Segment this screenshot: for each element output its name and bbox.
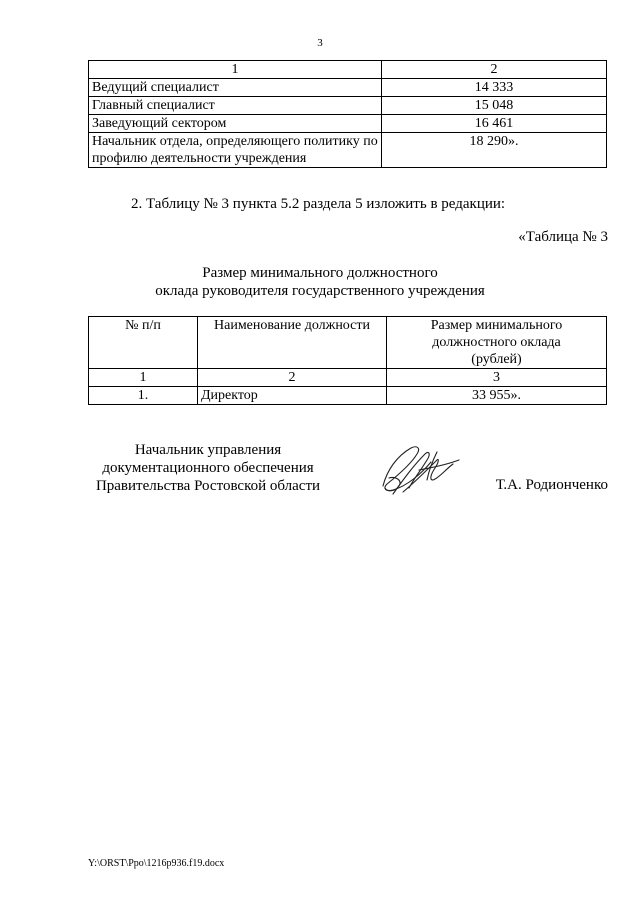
numbering-cell: 3	[387, 369, 607, 387]
director-salary-table	[88, 316, 607, 405]
table-title-line: Размер минимального должностного	[202, 265, 438, 281]
row-number-cell: 1.	[89, 387, 198, 405]
position-cell: Ведущий специалист	[89, 79, 382, 97]
table-row	[89, 79, 607, 97]
value-cell: 18 290».	[382, 133, 607, 168]
position-cell: Заведующий сектором	[89, 115, 382, 133]
table-label: «Таблица № 3	[518, 229, 608, 245]
table-header-cell: 1	[89, 61, 382, 79]
numbering-cell: 2	[198, 369, 387, 387]
table-row	[89, 97, 607, 115]
position-cell: Директор	[198, 387, 387, 405]
value-cell: 16 461	[382, 115, 607, 133]
signatory-title-line: Правительства Ростовской области	[95, 478, 321, 494]
value-cell: 15 048	[382, 97, 607, 115]
table-row	[89, 115, 607, 133]
table-title	[0, 264, 640, 300]
signatory-title	[88, 441, 328, 495]
value-cell: 33 955».	[387, 387, 607, 405]
position-cell: Главный специалист	[89, 97, 382, 115]
signer-name: Т.А. Родионченко	[495, 477, 608, 493]
value-cell: 14 333	[382, 79, 607, 97]
table-header-cell: 2	[382, 61, 607, 79]
salary-table	[88, 60, 607, 168]
table-header-cell: № п/п	[89, 317, 198, 369]
signatory-title-line: Начальник управления	[134, 442, 282, 458]
table-row	[89, 387, 607, 405]
table-header-row	[89, 317, 607, 369]
numbering-cell: 1	[89, 369, 198, 387]
table-numbering-row	[89, 369, 607, 387]
table-row	[89, 133, 607, 168]
amendment-paragraph: 2. Таблицу № 3 пункта 5.2 раздела 5 изложить в редакции:	[131, 196, 506, 212]
table-header-cell: Размер минимального должностного оклада (рублей)	[387, 317, 607, 369]
table-header-row	[89, 61, 607, 79]
table-header-cell: Наименование должности	[198, 317, 387, 369]
table-title-line: оклада руководителя государственного учреждения	[155, 283, 485, 299]
position-cell: Начальник отдела, определяющего политику по профилю деятельности учреждения	[89, 133, 382, 168]
footer-file-path: Y:\ORST\Ppo\1216p936.f19.docx	[88, 858, 225, 869]
signatory-title-line: документационного обеспечения	[102, 460, 314, 476]
page-number: 3	[317, 37, 323, 49]
handwritten-signature	[373, 440, 468, 505]
